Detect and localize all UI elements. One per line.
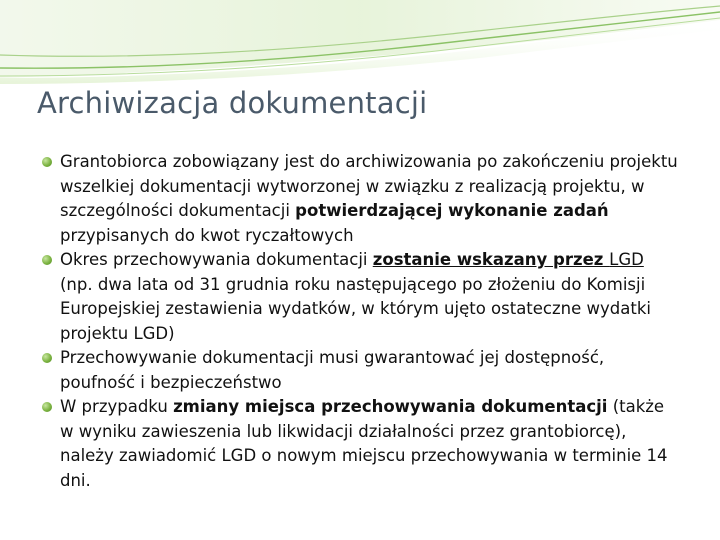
slide-title: Archiwizacja dokumentacji xyxy=(37,86,428,120)
bullet-text-segment: LGD xyxy=(609,250,644,269)
bullet-dot-icon xyxy=(42,157,52,167)
bullet-item xyxy=(40,150,680,248)
bullet-list xyxy=(40,150,680,493)
bullet-dot-icon xyxy=(42,255,52,265)
bullet-text-segment: (np. dwa lata od 31 grudnia roku następującego po złożeniu do Komisji Europejskiej zestawienia wydatków, w którym ujęto ostateczne wydatki projektu LGD) xyxy=(60,274,651,343)
bullet-item xyxy=(40,395,680,493)
bullet-dot-icon xyxy=(42,402,52,412)
bullet-text-segment: potwierdzającej wykonanie zadań xyxy=(295,201,609,220)
bullet-text-segment: przypisanych do kwot ryczałtowych xyxy=(60,225,354,245)
bullet-text-segment: Grantobiorca zobowiązany jest do archiwizowania po zakończeniu projektu wszelkiej dokumentacji wytworzonej w związku z realizacją projektu, w szczególności dokumentacji xyxy=(60,152,678,220)
header-decoration xyxy=(0,0,720,90)
bullet-text-segment: zmiany miejsca przechowywania dokumentacji xyxy=(173,397,608,416)
bullet-text-segment: zostanie wskazany przez xyxy=(372,250,610,269)
bullet-dot-icon xyxy=(42,353,52,363)
bullet-item xyxy=(40,346,680,395)
bullet-item xyxy=(40,248,680,346)
bullet-text-segment: Okres przechowywania dokumentacji xyxy=(60,250,373,269)
bullet-text-segment: (także w wyniku zawieszenia lub likwidacji działalności przez grantobiorcę), należy zawiadomić LGD o nowym miejscu przechowywania w terminie 14 dni. xyxy=(60,397,668,490)
bullet-text-segment: W przypadku xyxy=(60,397,174,416)
bullet-text-segment: Przechowywanie dokumentacji musi gwarantować jej dostępność, poufność i bezpieczeństwo xyxy=(60,348,605,392)
